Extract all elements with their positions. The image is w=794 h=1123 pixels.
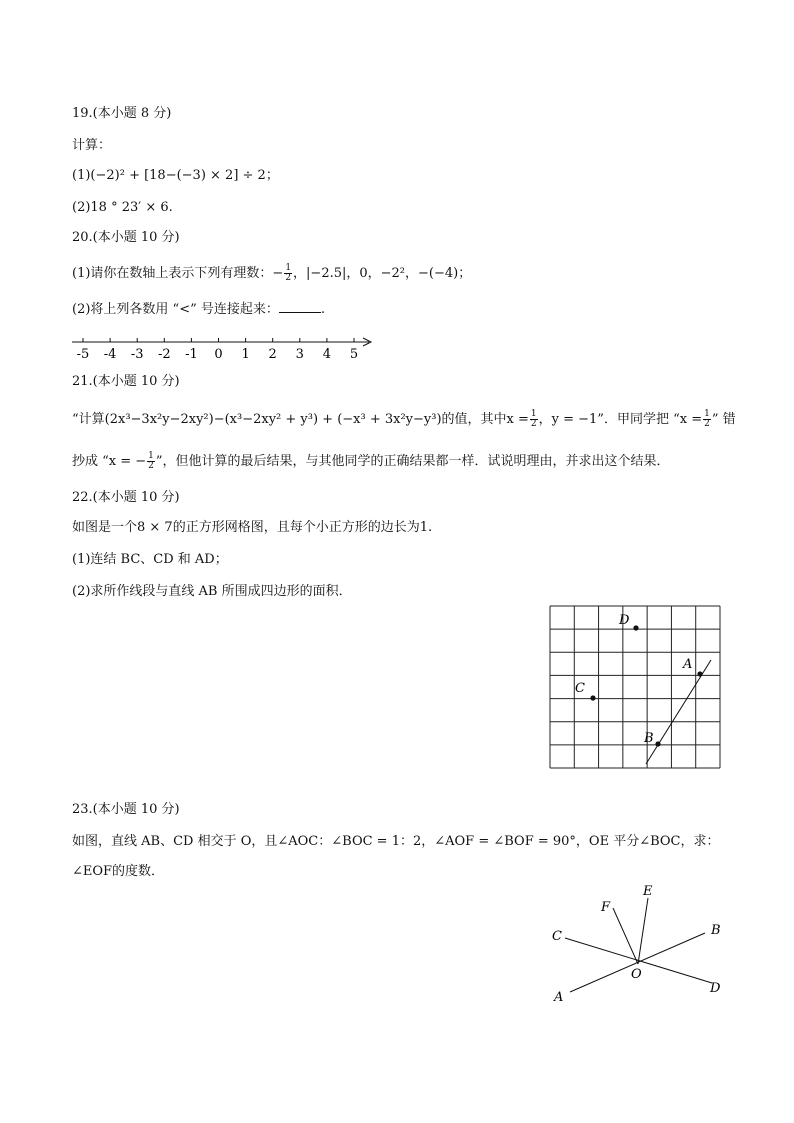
- label-d: D: [619, 613, 630, 628]
- fraction-denominator: 2: [148, 461, 154, 471]
- label-e: E: [643, 884, 653, 899]
- angle-figure: [540, 878, 740, 1013]
- fraction-denominator: 2: [530, 419, 537, 429]
- q20-part1-text-b: ，|−2.5|，0，−2²，−(−4)；: [293, 266, 472, 281]
- q22-part2: (2)求所作线段与直线 AB 所围成四边形的面积．: [72, 584, 352, 599]
- ray-of: [613, 908, 638, 964]
- number-line-label: 1: [241, 347, 250, 362]
- ray-oe: [638, 898, 648, 964]
- q19-intro: 计算：: [72, 138, 112, 153]
- q21-line2: [72, 452, 670, 472]
- label-b: B: [644, 731, 654, 746]
- fraction-denominator: 2: [704, 419, 710, 429]
- q23-header: 23.(本小题 10 分): [72, 802, 180, 817]
- q21-fraction-2: [703, 410, 711, 429]
- q21-line1-text-b: ，y = −1”．甲同学把 “x =: [538, 412, 703, 427]
- fraction-numerator: 1: [148, 451, 154, 461]
- q23-line1: 如图，直线 AB、CD 相交于 O，且∠AOC：∠BOC = 1：2，∠AOF = ∠BOF = 90°，OE 平分∠BOC，求：: [72, 834, 720, 849]
- q20-part2-text-b: .: [320, 302, 326, 317]
- q21-fraction-1: [530, 410, 538, 429]
- number-line-label: -2: [157, 347, 171, 362]
- number-line-label: 5: [349, 347, 359, 362]
- number-line-label: -3: [130, 347, 144, 362]
- q23-line2: ∠EOF的度数．: [72, 864, 165, 879]
- label-d: D: [710, 981, 721, 996]
- q20-part1-text-a: (1)请你在数轴上表示下列有理数：−: [72, 266, 284, 281]
- q21-line1-text-a: “计算(2x³−3x²y−2xy²)−(x³−2xy² + y³) + (−x³ + 3x²y−y³)的值，其中x =: [72, 412, 529, 427]
- label-a: A: [683, 657, 693, 672]
- fraction-numerator: 1: [285, 263, 292, 273]
- label-o: O: [631, 967, 642, 982]
- number-line-label: 4: [322, 347, 332, 362]
- number-line: [66, 330, 386, 362]
- q19-header: 19.(本小题 8 分): [72, 106, 172, 121]
- grid-figure: [540, 598, 730, 778]
- fraction-denominator: 2: [285, 273, 292, 283]
- q22-intro: 如图是一个8 × 7的正方形网格图，且每个小正方形的边长为1.: [72, 520, 433, 535]
- label-b: B: [711, 923, 721, 938]
- number-line-label: -1: [185, 347, 198, 362]
- q20-fraction: [284, 264, 292, 283]
- point-d: [633, 625, 638, 630]
- point-b: [655, 741, 660, 746]
- fraction-numerator: 1: [704, 409, 710, 419]
- q19-part2: (2)18 ° 23′ × 6.: [72, 200, 173, 215]
- number-line-label: 2: [268, 347, 277, 362]
- q22-part1: (1)连结 BC、CD 和 AD；: [72, 552, 228, 567]
- q22-header: 22.(本小题 10 分): [72, 490, 180, 505]
- q21-line1-text-c: ” 错: [711, 412, 736, 427]
- number-line-label: -4: [103, 347, 117, 362]
- q20-part2: [72, 300, 325, 320]
- point-c: [590, 695, 595, 700]
- q21-line1: [72, 410, 736, 430]
- number-line-label: -5: [76, 347, 90, 362]
- number-line-label: 0: [214, 347, 223, 362]
- q20-part2-text-a: (2)将上列各数用 “<” 号连接起来：: [72, 302, 279, 317]
- q20-header: 20.(本小题 10 分): [72, 230, 180, 245]
- q21-header: 21.(本小题 10 分): [72, 374, 180, 389]
- label-c: C: [552, 929, 562, 944]
- q20-part1: [72, 264, 471, 284]
- point-a: [697, 671, 702, 676]
- q21-fraction-3: [147, 452, 155, 471]
- number-line-label: 3: [295, 347, 304, 362]
- q21-line2-text-a: 抄成 “x = −: [72, 454, 147, 469]
- label-c: C: [575, 681, 585, 696]
- q19-part1: (1)(−2)² + [18−(−3) × 2] ÷ 2；: [72, 168, 279, 183]
- label-f: F: [601, 900, 611, 915]
- label-a: A: [554, 990, 564, 1005]
- answer-blank[interactable]: [279, 300, 321, 313]
- q21-line2-text-b: ”，但他计算的最后结果，与其他同学的正确结果都一样．试说明理由，并求出这个结果．: [155, 454, 670, 469]
- fraction-numerator: 1: [530, 409, 537, 419]
